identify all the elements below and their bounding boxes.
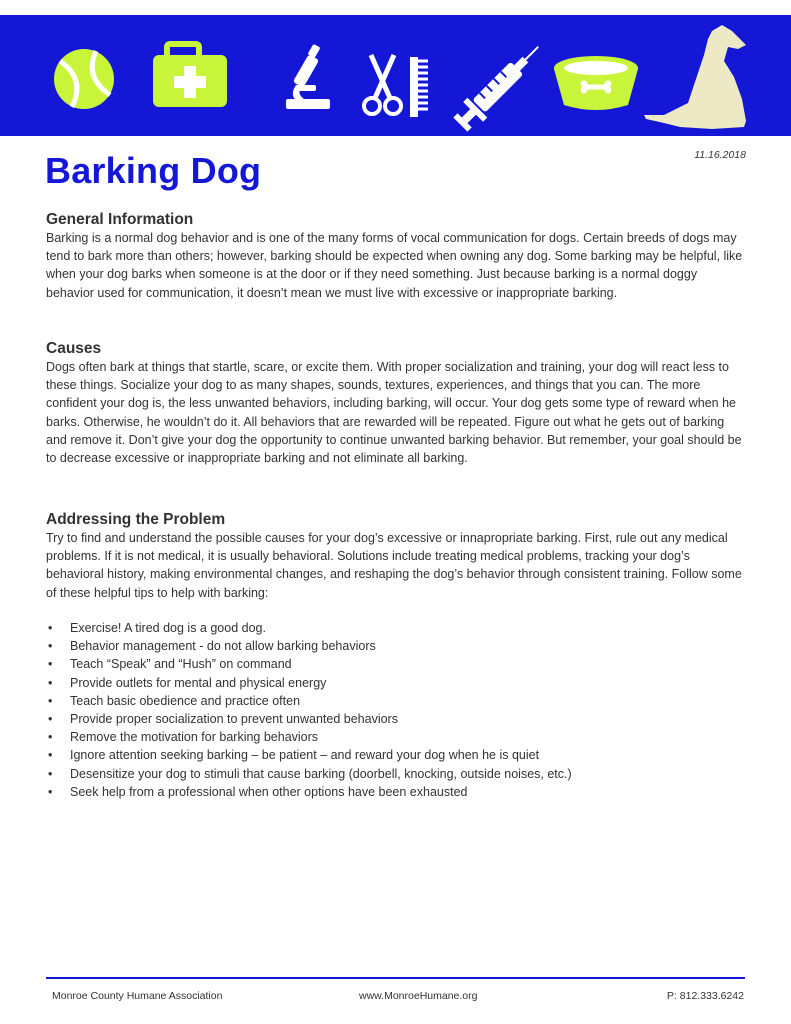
list-item-text: Remove the motivation for barking behaviors	[70, 730, 319, 745]
section-addressing-the-problem	[46, 511, 746, 602]
syringe-icon	[451, 37, 549, 135]
scissors-comb-icon	[364, 55, 428, 117]
dog-bowl-icon	[554, 56, 638, 110]
bullet: •	[48, 730, 53, 745]
microscope-icon	[286, 44, 330, 109]
list-item	[46, 637, 746, 655]
section-heading: Addressing the Problem	[46, 511, 226, 528]
footer-website-link[interactable]: www.MonroeHumane.org	[359, 990, 478, 1002]
footer-organization: Monroe County Humane Association	[52, 990, 223, 1002]
bullet: •	[48, 693, 53, 708]
bullet: •	[48, 621, 53, 635]
list-item	[46, 746, 746, 764]
list-item	[46, 619, 746, 637]
list-item	[46, 655, 746, 673]
bullet: •	[48, 784, 53, 799]
page-title: Barking Dog	[45, 150, 262, 191]
section-body: Try to find and understand the possible causes for your dog’s excessive or innapropriate barking. First, rule out any medical problems. If it is not medical, it is usually behavioral. Solutions include treating medical problems, tracking your dog’s behavioral history, making environmental changes, and reshaping the dog’s behavior through consistent training. Follow some of these helpful tips to help with barking:	[46, 531, 742, 600]
bullet: •	[48, 639, 53, 654]
section-body: Dogs often bark at things that startle, scare, or excite them. With proper socialization and training, your dog will react less to these things. Socialize your dog to as many shapes, sounds, textures, experiences, and things that you can. The more confident your dog is, the less unwanted behaviors, including barking, will occur. Your dog gets some type of reward when he barks. Otherwise, he wouldn’t do it. All behaviors that are rewarded will be repeated. Figure out what he gets out of barking and remove it. Don’t give your dog the opportunity to continue unwanted barking behavior. But remember, your goal should be to decrease excessive or inappropriate barking and not eliminate all barking.	[46, 360, 742, 466]
list-item-text: Provide outlets for mental and physical energy	[70, 675, 327, 690]
list-item-text: Provide proper socialization to prevent unwanted behaviors	[70, 712, 398, 727]
footer-divider	[46, 977, 745, 979]
list-item-text: Teach “Speak” and “Hush” on command	[70, 657, 292, 672]
document-date: 11.16.2018	[694, 149, 746, 161]
footer-phone: P: 812.333.6242	[666, 990, 744, 1002]
list-item-text: Seek help from a professional when other options have been exhausted	[70, 784, 468, 799]
ball-icon	[54, 49, 114, 109]
list-item-text: Ignore attention seeking barking – be patient – and reward your dog when he is quiet	[70, 748, 540, 763]
section-causes	[46, 340, 746, 467]
list-item	[46, 692, 746, 710]
bullet: •	[48, 712, 53, 727]
list-item-text: Desensitize your dog to stimuli that cause barking (doorbell, knocking, outside noises, etc.)	[70, 766, 572, 781]
header-icons	[0, 15, 791, 136]
tips-list	[46, 619, 746, 801]
section-heading: General Information	[46, 211, 194, 228]
list-item	[46, 710, 746, 728]
bullet: •	[48, 766, 53, 781]
bullet: •	[48, 748, 53, 763]
dog-silhouette-icon	[644, 25, 746, 129]
first-aid-kit-icon	[153, 44, 227, 107]
header-banner	[0, 15, 791, 136]
list-item	[46, 765, 746, 783]
section-general-information	[46, 211, 746, 302]
list-item-text: Behavior management - do not allow barking behaviors	[70, 639, 376, 654]
section-body: Barking is a normal dog behavior and is one of the many forms of vocal communication for dogs. Certain breeds of dogs may tend to bark more than others; however, barking should be expected when owning any dog. Some barking may be helpful, like when your dog barks when someone is at the door or if they need something. Just because barking is a normal doggy behavior used for communication, it doesn’t mean we must live with excessive or inappropriate barking.	[46, 231, 743, 300]
list-item	[46, 674, 746, 692]
list-item	[46, 783, 746, 801]
list-item-text: Teach basic obedience and practice often	[70, 693, 301, 708]
section-heading: Causes	[46, 340, 102, 357]
list-item	[46, 728, 746, 746]
list-item-text: Exercise! A tired dog is a good dog.	[70, 621, 266, 635]
bullet: •	[48, 675, 53, 690]
bullet: •	[48, 657, 53, 672]
